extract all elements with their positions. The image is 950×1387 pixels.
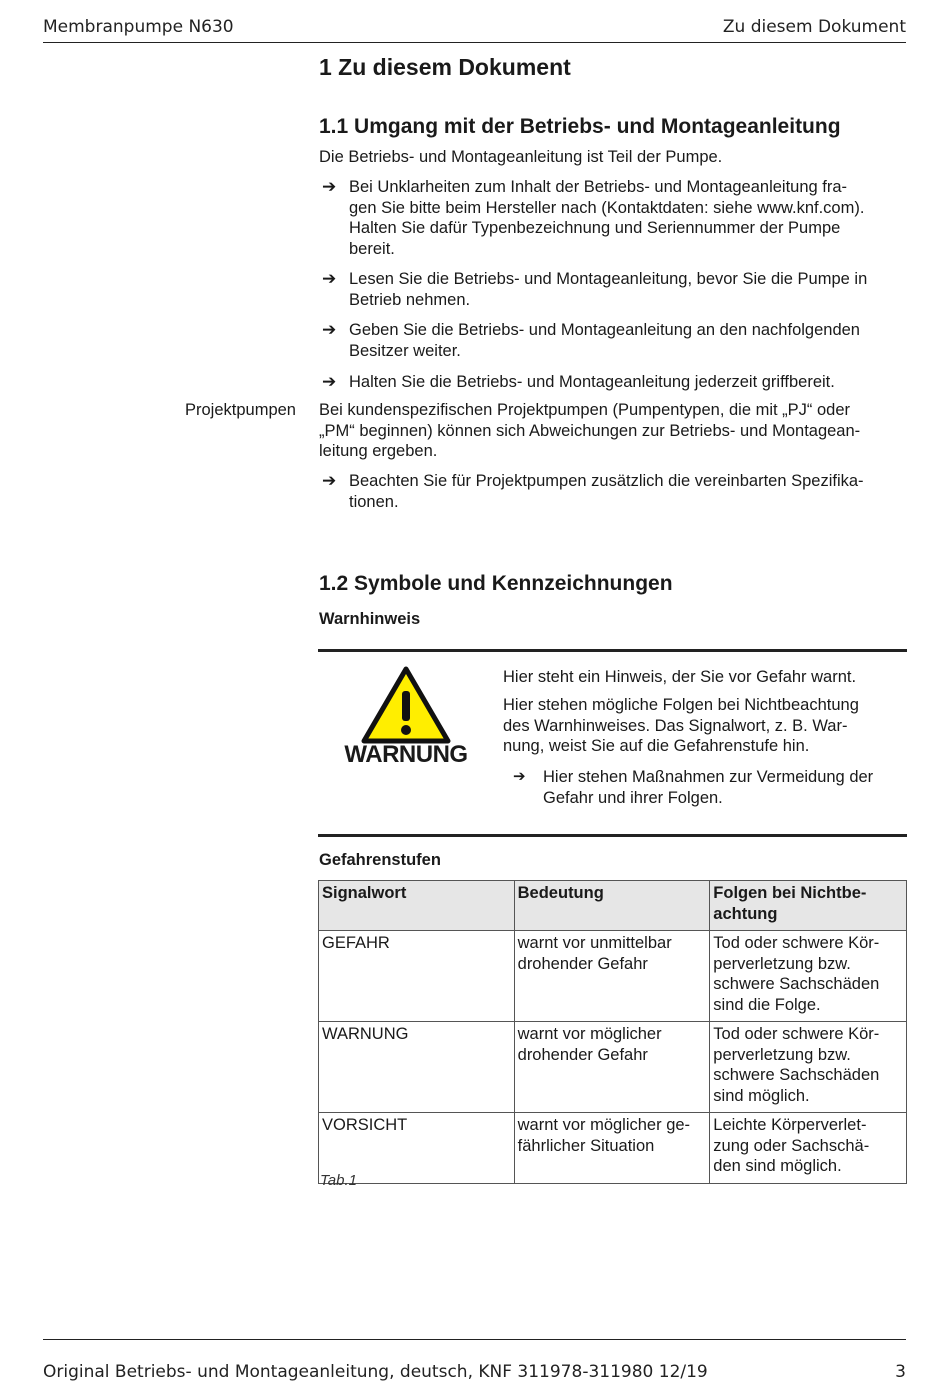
table-cell: Tod oder schwere Kör- perverletzung bzw. schwere Sachschäden sind die Folge. <box>710 931 907 1022</box>
bullet-text: Hier stehen Maßnahmen zur Vermeidung der Gefahr und ihrer Folgen. <box>543 768 874 807</box>
instruction-bullet <box>322 372 912 393</box>
table-cell: VORSICHT <box>319 1113 515 1184</box>
table-cell: Tod oder schwere Kör- perverletzung bzw. schwere Sachschäden sind möglich. <box>710 1022 907 1113</box>
bullet-text: Lesen Sie die Betriebs- und Montageanleitung, bevor Sie die Pumpe in Betrieb nehmen. <box>349 270 868 309</box>
table-cell: GEFAHR <box>319 931 515 1022</box>
warning-consequences-text: Hier stehen mögliche Folgen bei Nichtbeachtung des Warnhinweises. Das Signalwort, z. B. War- nung, weist Sie auf die Gefahrenstufe hin. <box>503 696 859 756</box>
instruction-bullet <box>322 320 912 361</box>
section-1-2-title: 1.2 Symbole und Kennzeichnungen <box>319 572 673 595</box>
bullet-text: Geben Sie die Betriebs- und Montageanleitung an den nachfolgenden Besitzer weiter. <box>349 321 860 360</box>
warnhinweis-heading: Warnhinweis <box>319 610 421 628</box>
projektpumpen-text: Bei kundenspezifischen Projektpumpen (Pumpentypen, die mit „PJ“ oder „PM“ beginnen) können sich Abweichungen zur Betriebs- und Montagean- leitung ergeben. <box>319 401 861 461</box>
signal-word-warnung: WARNUNG <box>344 741 468 768</box>
table-cell: warnt vor möglicher ge- fährlicher Situation <box>514 1113 710 1184</box>
chapter-title: 1 Zu diesem Dokument <box>319 54 571 80</box>
header-document-title: Membranpumpe N630 <box>43 17 234 37</box>
footer-document-info: Original Betriebs- und Montageanleitung, deutsch, KNF 311978-311980 12/19 <box>43 1362 708 1382</box>
table-cell: Leichte Körperverlet- zung oder Sachschä- den sind möglich. <box>710 1113 907 1184</box>
warning-box-bottom-rule <box>318 834 907 837</box>
warning-box-top-rule <box>318 649 907 652</box>
arrow-right-icon: ➔ <box>322 372 337 391</box>
column-header: Folgen bei Nichtbe- achtung <box>710 881 907 931</box>
gefahrenstufen-heading: Gefahrenstufen <box>319 851 441 869</box>
column-header: Signalwort <box>319 881 515 931</box>
section-1-1-intro: Die Betriebs- und Montageanleitung ist Teil der Pumpe. <box>319 148 723 166</box>
warning-measures-bullet <box>513 767 908 808</box>
arrow-right-icon: ➔ <box>322 269 337 288</box>
arrow-right-icon: ➔ <box>513 768 526 785</box>
bullet-text: Beachten Sie für Projektpumpen zusätzlich die vereinbarten Spezifika- tionen. <box>349 472 864 511</box>
table-caption: Tab.1 <box>320 1172 357 1189</box>
instruction-bullet <box>322 269 912 310</box>
bullet-text: Halten Sie die Betriebs- und Montageanleitung jederzeit griffbereit. <box>349 373 835 391</box>
projektpumpen-bullet <box>322 471 912 512</box>
table-cell: WARNUNG <box>319 1022 515 1113</box>
header-section-title: Zu diesem Dokument <box>722 17 906 37</box>
arrow-right-icon: ➔ <box>322 177 337 196</box>
table-row <box>319 1113 907 1184</box>
section-1-1-title: 1.1 Umgang mit der Betriebs- und Montageanleitung <box>319 115 841 138</box>
warning-triangle-icon <box>360 665 452 745</box>
bullet-text: Bei Unklarheiten zum Inhalt der Betriebs- und Montageanleitung fra- gen Sie bitte beim Hersteller nach (Kontaktdaten: siehe www.knf.com). Halten Sie dafür Typenbezeichnung und Seriennummer der Pumpe bereit. <box>349 178 865 258</box>
page-number: 3 <box>895 1362 906 1382</box>
margin-label-projektpumpen: Projektpumpen <box>185 401 296 419</box>
table-row <box>319 1022 907 1113</box>
warning-hint-line: Hier steht ein Hinweis, der Sie vor Gefahr warnt. <box>503 668 857 686</box>
footer-rule <box>43 1339 906 1340</box>
arrow-right-icon: ➔ <box>322 471 337 490</box>
table-header-row <box>319 881 907 931</box>
table-cell: warnt vor möglicher drohender Gefahr <box>514 1022 710 1113</box>
table-row <box>319 931 907 1022</box>
column-header: Bedeutung <box>514 881 710 931</box>
table-cell: warnt vor unmittelbar drohender Gefahr <box>514 931 710 1022</box>
signal-words-table <box>318 880 907 1184</box>
arrow-right-icon: ➔ <box>322 320 337 339</box>
header-rule <box>43 42 906 43</box>
instruction-bullet <box>322 177 912 259</box>
